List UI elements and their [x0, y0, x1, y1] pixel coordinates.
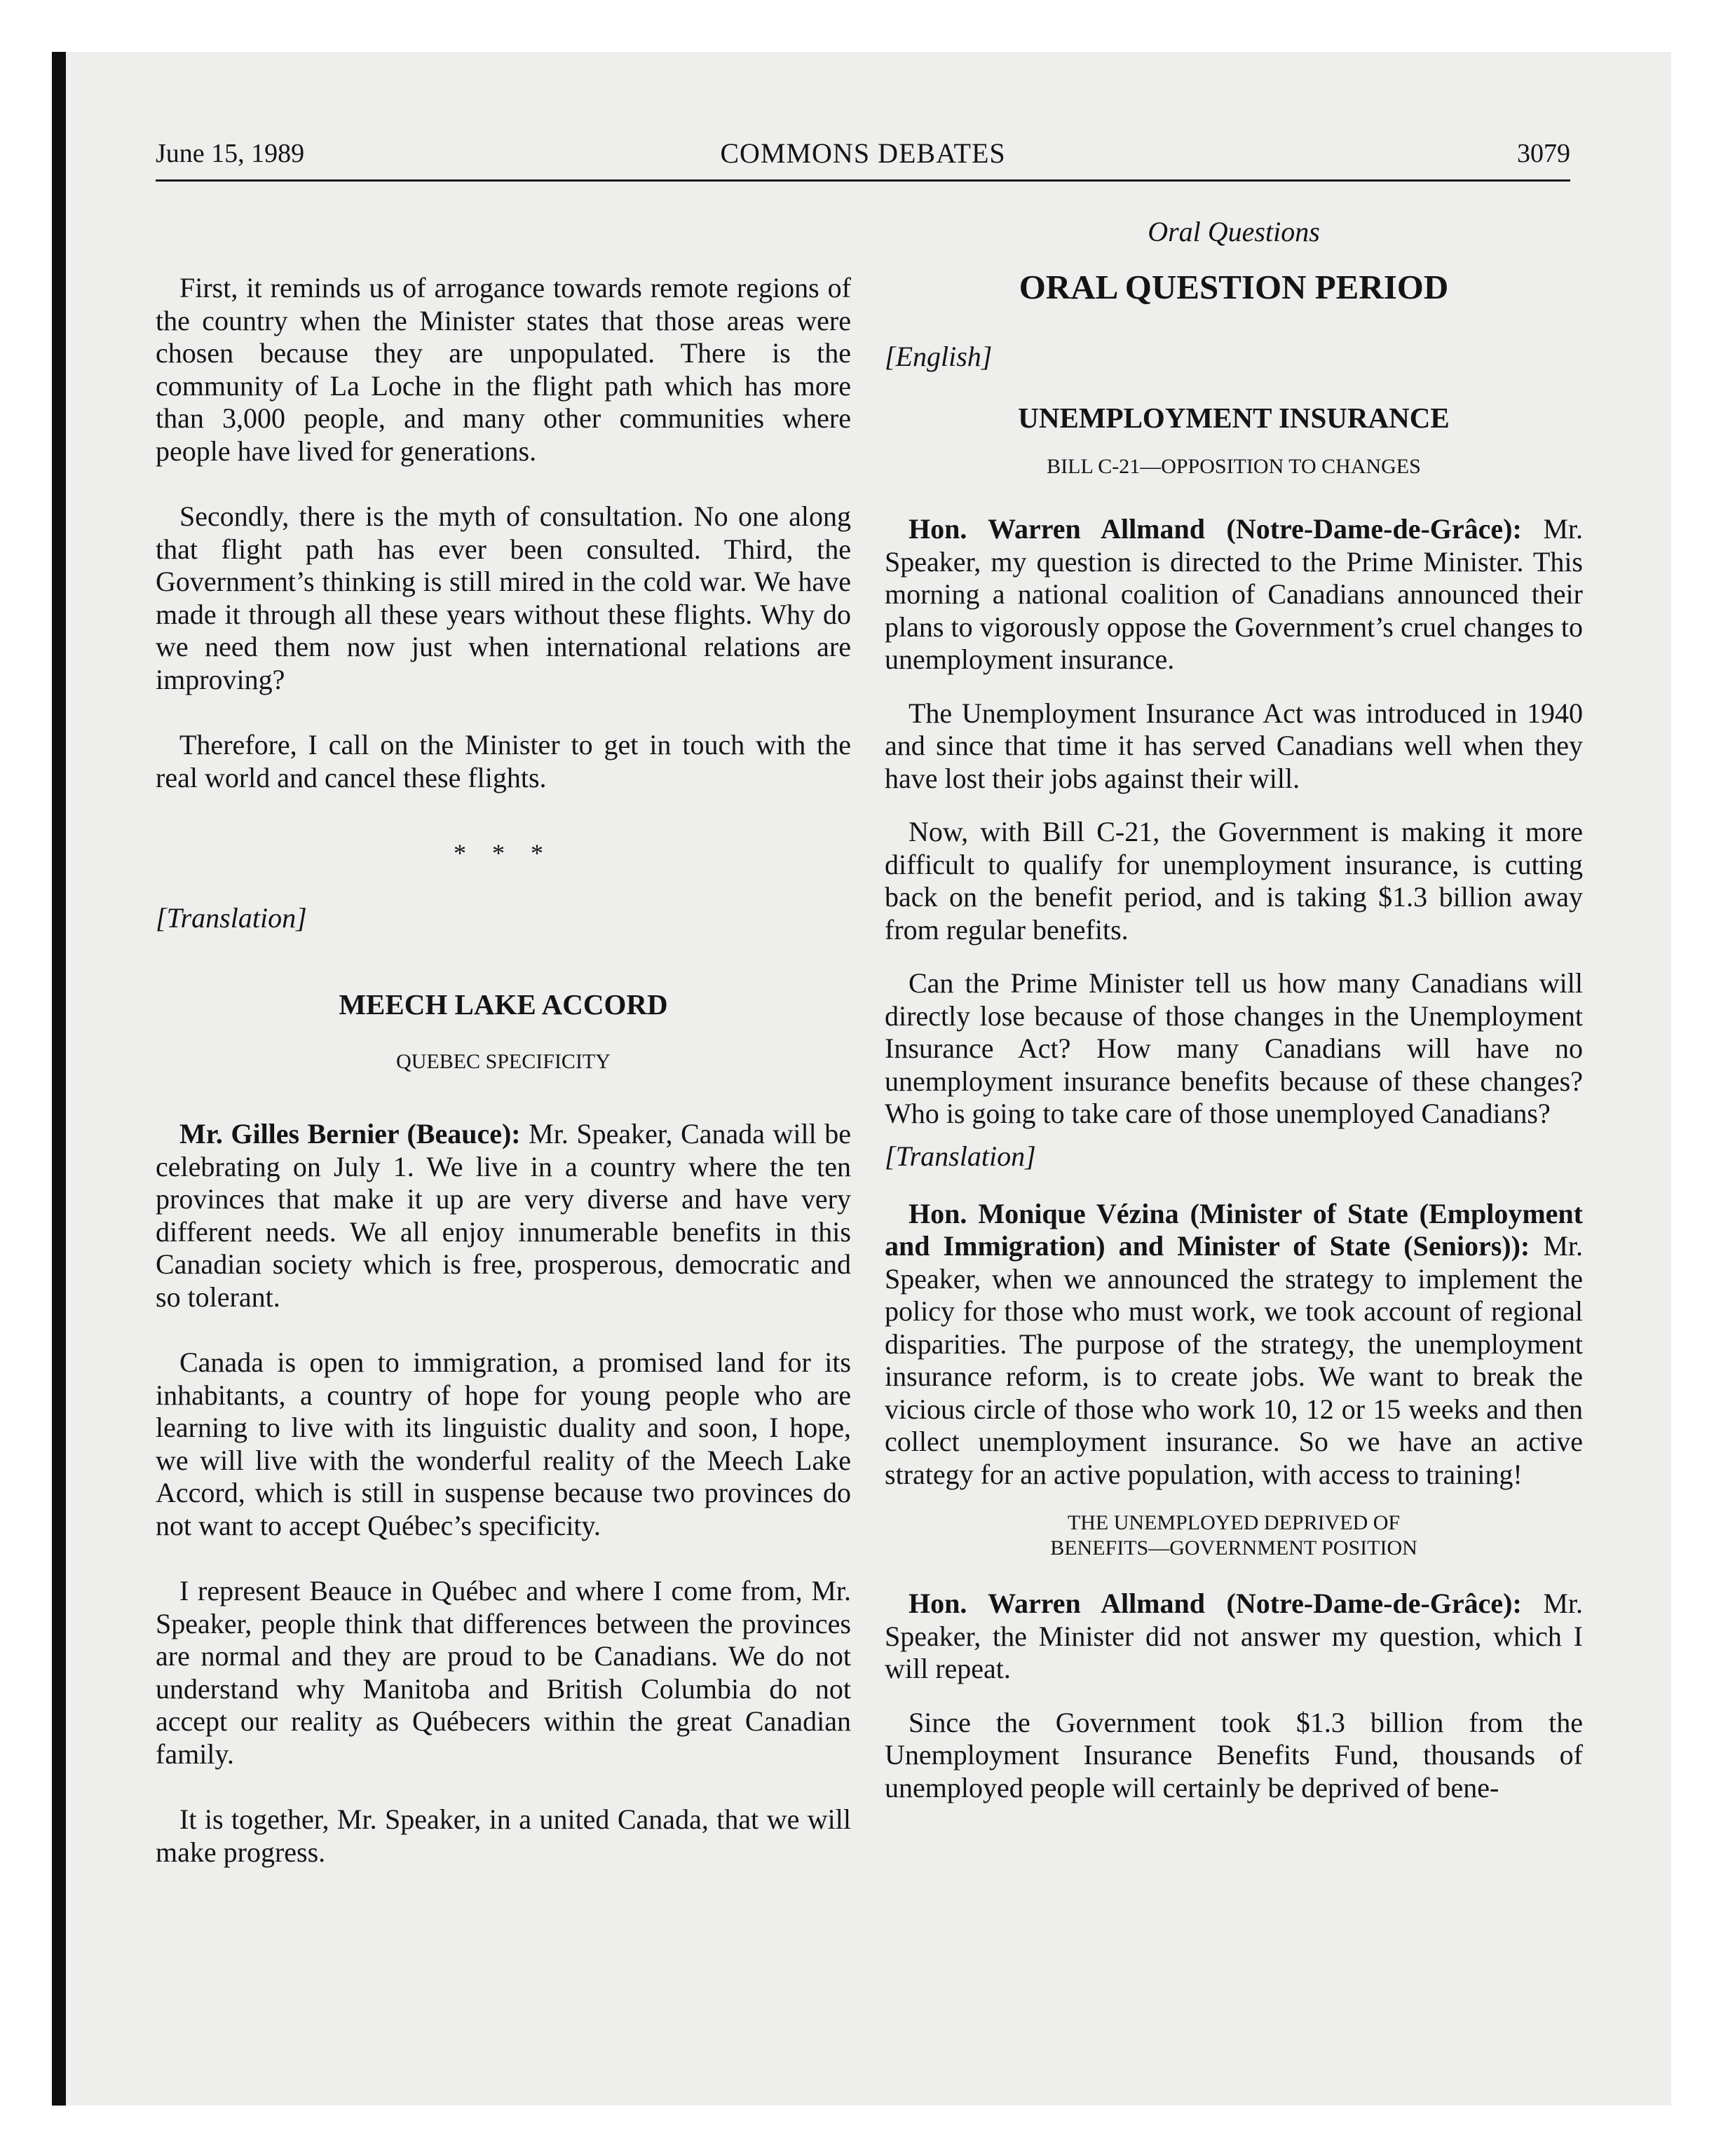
- left-top-gap: [156, 210, 851, 272]
- page-header: [156, 137, 1570, 179]
- paragraph: The Unemployment Insurance Act was introduced in 1940 and since that time it has served Canadians well when they have lost their jobs against their will.: [885, 697, 1583, 794]
- speech-text: Mr. Speaker, Canada will be celebrating on July 1. We live in a country where the ten provinces that make it up are very diverse and have very different needs. We all enjoy innumerable benefits in this Canadian society which is free, prosperous, democratic and so tolerant.: [156, 1118, 852, 1313]
- language-tag: [Translation]: [156, 902, 307, 934]
- paragraph: Therefore, I call on the Minister to get in touch with the real world and cancel these flights.: [156, 729, 851, 793]
- right-column: [885, 210, 1583, 1804]
- speech-text: Mr. Speaker, my question is directed to the Prime Minister. This morning a national coalition of Canadians announced their plans to vigorously oppose the Government’s cruel changes to unemployment insurance.: [885, 513, 1583, 675]
- section-separator: * * *: [454, 839, 553, 867]
- speaker-name: Hon. Warren Allmand (Notre-Dame-de-Grâce):: [909, 513, 1522, 545]
- speech-paragraph: [885, 1588, 1583, 1686]
- speaker-name: Hon. Monique Vézina (Minister of State (Employment and Immigration) and Minister of State (Seniors)):: [885, 1197, 1583, 1262]
- paragraph-gap: [885, 946, 1583, 967]
- running-section-label: Oral Questions: [1148, 216, 1320, 247]
- paragraph: Canada is open to immigration, a promised land for its inhabitants, a country of hope for young people who are learning to live with its linguistic duality and soon, I hope, we will live with the wonderful reality of the Meech Lake Accord, which is still in suspense because two provinces do not want to accept Québec’s specificity.: [156, 1346, 851, 1541]
- page-heading: ORAL QUESTION PERIOD: [1019, 268, 1449, 306]
- speech-text: Mr. Speaker, the Minister did not answer my question, which I will repeat.: [885, 1588, 1583, 1684]
- paragraph-gap: [156, 468, 851, 500]
- paragraph: I represent Beauce in Québec and where I come from, Mr. Speaker, people think that differences between the provinces are normal and they are proud to be Canadians. We do not understand why Manitoba and British Columbia do not accept our reality as Québecers within the great Canadian family.: [156, 1575, 851, 1770]
- section-heading: MEECH LAKE ACCORD: [339, 988, 668, 1021]
- speech-paragraph: [885, 1198, 1583, 1492]
- gap: [885, 435, 1583, 454]
- section-subheading: QUEBEC SPECIFICITY: [396, 1050, 611, 1073]
- paragraph-gap: [156, 696, 851, 729]
- gap: [885, 1561, 1583, 1588]
- paragraph: Since the Government took $1.3 billion from the Unemployment Insurance Benefits Fund, thousands of unemployed people will certainly be deprived of bene-: [885, 1706, 1583, 1803]
- paragraph-gap: [156, 794, 851, 839]
- gap: [156, 934, 851, 988]
- paragraph: Now, with Bill C-21, the Government is making it more difficult to qualify for unemployment insurance, is cutting back on the benefit period, and is taking $1.3 billion away from regular benefits.: [885, 816, 1583, 946]
- language-tag: [English]: [885, 341, 993, 372]
- speech-paragraph: [885, 513, 1583, 676]
- gap: [885, 248, 1583, 268]
- gap: [885, 373, 1583, 401]
- paragraph-gap: [156, 1542, 851, 1575]
- paragraph: Secondly, there is the myth of consultation. No one along that flight path has ever been consulted. Third, the Government’s thinking is still mired in the cold war. We have made it through all these years without these flights. Why do we need them now just when international relations are improving?: [156, 500, 851, 695]
- subheading-line: THE UNEMPLOYED DEPRIVED OF: [1067, 1511, 1401, 1534]
- section-subheading: [885, 1510, 1583, 1561]
- paragraph-gap: [156, 1770, 851, 1803]
- speech-text: Mr. Speaker, when we announced the strategy to implement the policy for those who must work, we took account of regional disparities. The purpose of the strategy, the unemployment insurance reform, is to create jobs. We want to break the vicious circle of those who work 10, 12 or 15 weeks and then collect unemployment insurance. So we have an active strategy for an active population, with access to training!: [885, 1230, 1583, 1490]
- left-column: [156, 210, 851, 1869]
- gap: [885, 307, 1583, 341]
- binding-edge: [52, 52, 66, 2106]
- gap: [885, 1491, 1583, 1510]
- header-page-number: 3079: [1517, 139, 1570, 168]
- gap: [885, 210, 1583, 216]
- paragraph-gap: [885, 1686, 1583, 1707]
- language-tag: [Translation]: [885, 1140, 1036, 1172]
- header-rule: [156, 179, 1570, 182]
- gap: [156, 867, 851, 902]
- gap: [885, 1173, 1583, 1198]
- header-date: June 15, 1989: [156, 139, 305, 168]
- gap: [156, 1074, 851, 1118]
- paragraph: First, it reminds us of arrogance towards remote regions of the country when the Minister states that those areas were chosen because they are unpopulated. There is the community of La Loche in the flight path which has more than 3,000 people, and many other communities where people have lived for generations.: [156, 272, 851, 467]
- paragraph-gap: [885, 676, 1583, 697]
- subheading-line: BENEFITS—GOVERNMENT POSITION: [1050, 1536, 1417, 1560]
- gap: [885, 1131, 1583, 1140]
- gap: [156, 1021, 851, 1049]
- paragraph: Can the Prime Minister tell us how many Canadians will directly lose because of those changes in the Unemployment Insurance Act? How many Canadians will have no unemployment insurance benefits because of these changes? Who is going to take care of those unemployed Canadians?: [885, 967, 1583, 1129]
- section-subheading: BILL C-21—OPPOSITION TO CHANGES: [1047, 455, 1421, 478]
- speaker-name: Hon. Warren Allmand (Notre-Dame-de-Grâce):: [909, 1588, 1522, 1619]
- paragraph-gap: [156, 1314, 851, 1346]
- header-title: COMMONS DEBATES: [720, 137, 1006, 169]
- paragraph-gap: [885, 795, 1583, 816]
- gap: [885, 479, 1583, 513]
- paragraph: It is together, Mr. Speaker, in a united Canada, that we will make progress.: [156, 1803, 851, 1868]
- speaker-name: Mr. Gilles Bernier (Beauce):: [179, 1118, 521, 1149]
- section-heading: UNEMPLOYMENT INSURANCE: [1018, 402, 1450, 434]
- speech-paragraph: [156, 1118, 851, 1314]
